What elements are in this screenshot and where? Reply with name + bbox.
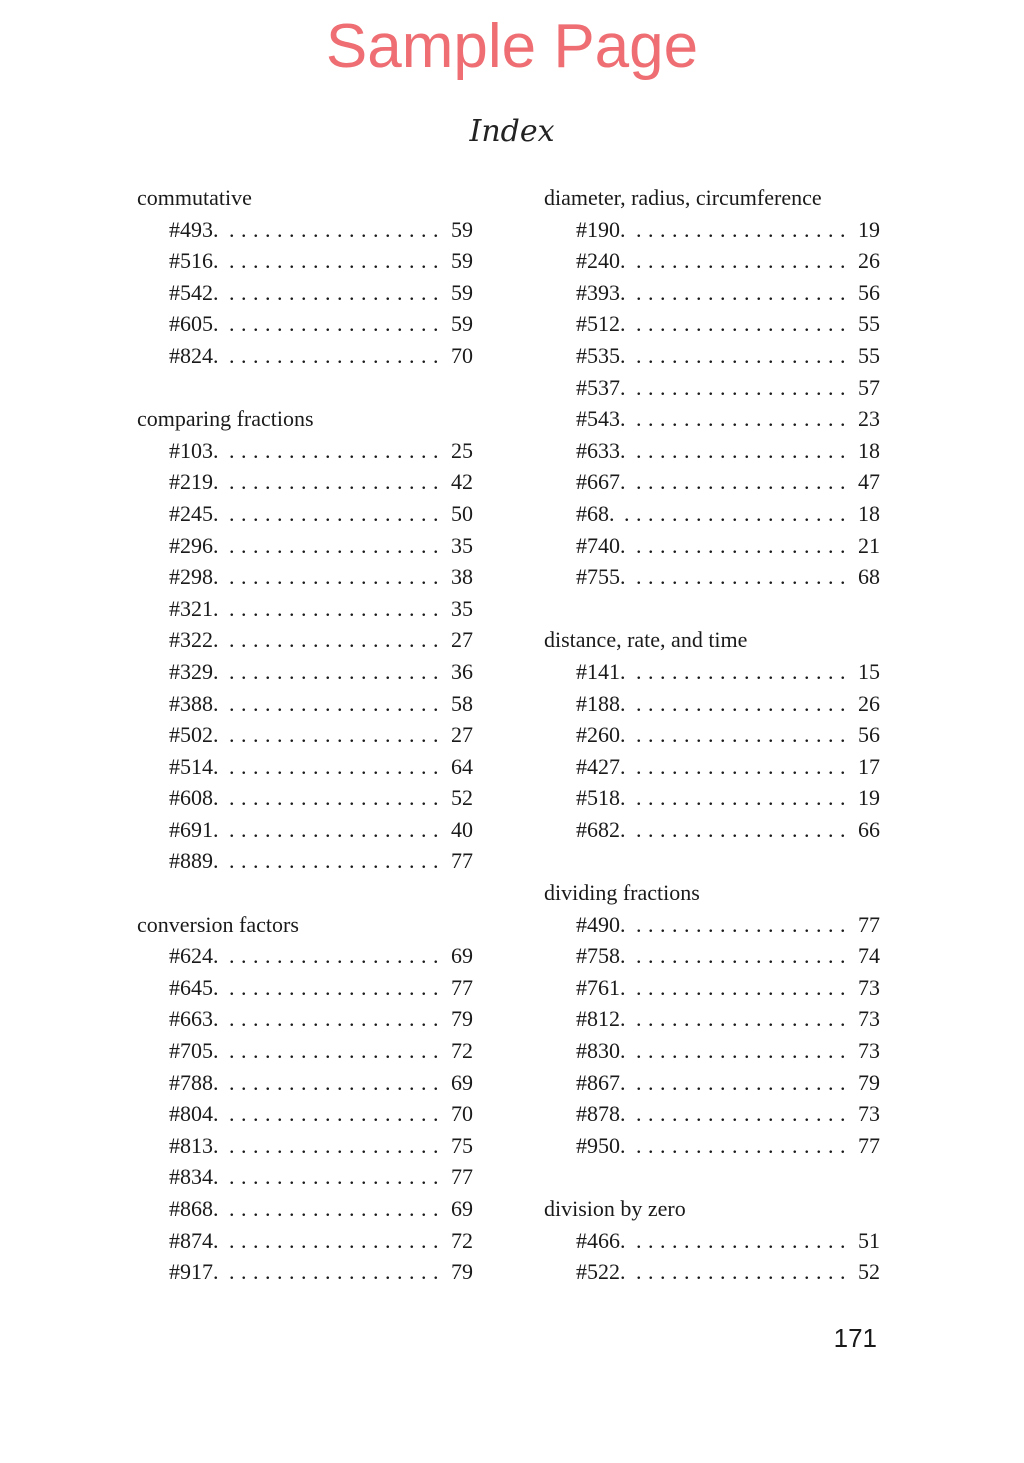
dot-leader bbox=[225, 466, 440, 498]
index-entry bbox=[544, 561, 880, 593]
index-entry bbox=[544, 814, 880, 846]
dot-leader bbox=[225, 561, 440, 593]
index-entry bbox=[544, 245, 880, 277]
entry-reference: #867. bbox=[576, 1069, 626, 1095]
entry-reference: #535. bbox=[576, 342, 626, 368]
dot-leader bbox=[225, 498, 440, 530]
index-entry bbox=[137, 245, 473, 277]
index-heading: distance, rate, and time bbox=[544, 627, 748, 653]
entry-reference: #813. bbox=[169, 1132, 219, 1158]
entry-reference: #188. bbox=[576, 690, 626, 716]
entry-reference: #755. bbox=[576, 564, 626, 590]
entry-page-number: 73 bbox=[858, 1101, 880, 1127]
dot-leader bbox=[632, 688, 847, 720]
index-section bbox=[544, 182, 880, 593]
entry-reference: #514. bbox=[169, 753, 219, 779]
dot-leader bbox=[225, 972, 440, 1004]
entry-page-number: 15 bbox=[858, 658, 880, 684]
entry-page-number: 69 bbox=[451, 943, 473, 969]
entry-reference: #917. bbox=[169, 1259, 219, 1285]
entry-page-number: 23 bbox=[858, 406, 880, 432]
index-entry bbox=[544, 656, 880, 688]
dot-leader bbox=[632, 435, 847, 467]
index-entry bbox=[137, 466, 473, 498]
entry-reference: #758. bbox=[576, 943, 626, 969]
index-entry bbox=[544, 214, 880, 246]
entry-page-number: 77 bbox=[858, 911, 880, 937]
entry-page-number: 79 bbox=[451, 1259, 473, 1285]
entry-page-number: 69 bbox=[451, 1196, 473, 1221]
entry-page-number: 75 bbox=[451, 1132, 473, 1158]
index-entry bbox=[137, 845, 473, 877]
index-heading: comparing fractions bbox=[137, 406, 314, 432]
index-heading: diameter, radius, circumference bbox=[544, 185, 822, 210]
entry-page-number: 59 bbox=[451, 311, 473, 337]
entry-reference: #260. bbox=[576, 722, 626, 748]
index-entry bbox=[544, 751, 880, 783]
entry-reference: #830. bbox=[576, 1038, 626, 1064]
dot-leader bbox=[225, 593, 440, 625]
index-entry bbox=[137, 1067, 473, 1099]
index-entry bbox=[137, 1161, 473, 1193]
dot-leader bbox=[225, 656, 440, 688]
index-heading: conversion factors bbox=[137, 911, 299, 937]
dot-leader bbox=[632, 782, 847, 814]
index-entry bbox=[544, 719, 880, 751]
dot-leader bbox=[632, 466, 847, 498]
dot-leader bbox=[632, 214, 847, 246]
entry-reference: #296. bbox=[169, 532, 219, 558]
index-entry bbox=[544, 1098, 880, 1130]
index-entry bbox=[137, 814, 473, 846]
dot-leader bbox=[632, 530, 847, 562]
index-entry bbox=[544, 782, 880, 814]
entry-reference: #889. bbox=[169, 848, 219, 874]
dot-leader bbox=[632, 656, 847, 688]
index-entry bbox=[544, 466, 880, 498]
index-entry bbox=[137, 688, 473, 720]
entry-page-number: 51 bbox=[858, 1227, 880, 1253]
entry-page-number: 59 bbox=[451, 279, 473, 305]
index-entry bbox=[544, 530, 880, 562]
entry-reference: #103. bbox=[169, 437, 219, 463]
dot-leader bbox=[225, 214, 440, 246]
dot-leader bbox=[632, 277, 847, 309]
entry-page-number: 26 bbox=[858, 690, 880, 716]
entry-reference: #190. bbox=[576, 216, 626, 242]
dot-leader bbox=[632, 1256, 847, 1288]
dot-leader bbox=[632, 308, 847, 340]
entry-page-number: 73 bbox=[858, 974, 880, 1000]
entry-page-number: 79 bbox=[451, 1006, 473, 1032]
entry-page-number: 77 bbox=[451, 974, 473, 1000]
index-entry bbox=[137, 1225, 473, 1257]
entry-page-number: 68 bbox=[858, 564, 880, 590]
entry-page-number: 73 bbox=[858, 1006, 880, 1032]
entry-page-number: 56 bbox=[858, 279, 880, 305]
entry-page-number: 19 bbox=[858, 785, 880, 811]
dot-leader bbox=[632, 1130, 847, 1162]
index-entry bbox=[544, 972, 880, 1004]
dot-leader bbox=[632, 1003, 847, 1035]
index-heading: division by zero bbox=[544, 1196, 686, 1221]
index-section bbox=[544, 877, 880, 1161]
entry-reference: #321. bbox=[169, 595, 219, 621]
dot-leader bbox=[632, 1035, 847, 1067]
entry-reference: #868. bbox=[169, 1196, 219, 1221]
index-entry bbox=[137, 1193, 473, 1225]
dot-leader bbox=[225, 688, 440, 720]
dot-leader bbox=[632, 245, 847, 277]
entry-page-number: 74 bbox=[858, 943, 880, 969]
entry-reference: #663. bbox=[169, 1006, 219, 1032]
entry-reference: #298. bbox=[169, 564, 219, 590]
entry-reference: #490. bbox=[576, 911, 626, 937]
entry-reference: #874. bbox=[169, 1227, 219, 1253]
entry-reference: #691. bbox=[169, 816, 219, 842]
entry-reference: #537. bbox=[576, 374, 626, 400]
entry-reference: #516. bbox=[169, 248, 219, 274]
index-entry bbox=[544, 940, 880, 972]
entry-reference: #542. bbox=[169, 279, 219, 305]
entry-page-number: 26 bbox=[858, 248, 880, 274]
dot-leader bbox=[225, 845, 440, 877]
entry-reference: #740. bbox=[576, 532, 626, 558]
entry-page-number: 59 bbox=[451, 248, 473, 274]
dot-leader bbox=[225, 1130, 440, 1162]
index-column-right bbox=[544, 182, 880, 1319]
entry-reference: #633. bbox=[576, 437, 626, 463]
index-entry bbox=[137, 940, 473, 972]
entry-reference: #141. bbox=[576, 658, 626, 684]
entry-page-number: 36 bbox=[451, 658, 473, 684]
entry-reference: #950. bbox=[576, 1132, 626, 1158]
entry-page-number: 21 bbox=[858, 532, 880, 558]
index-section bbox=[544, 624, 880, 845]
index-entry bbox=[544, 403, 880, 435]
dot-leader bbox=[225, 940, 440, 972]
dot-leader bbox=[632, 909, 847, 941]
index-section bbox=[137, 403, 473, 877]
entry-reference: #240. bbox=[576, 248, 626, 274]
dot-leader bbox=[632, 372, 847, 404]
dot-leader bbox=[225, 751, 440, 783]
index-entry bbox=[544, 277, 880, 309]
index-section bbox=[137, 909, 473, 1288]
entry-page-number: 77 bbox=[858, 1132, 880, 1158]
dot-leader bbox=[225, 1035, 440, 1067]
index-entry bbox=[544, 1130, 880, 1162]
dot-leader bbox=[632, 1098, 847, 1130]
entry-page-number: 35 bbox=[451, 595, 473, 621]
index-title: Index bbox=[469, 114, 555, 149]
dot-leader bbox=[225, 308, 440, 340]
entry-page-number: 47 bbox=[858, 469, 880, 495]
index-entry bbox=[137, 1256, 473, 1288]
index-entry bbox=[137, 1003, 473, 1035]
index-heading: dividing fractions bbox=[544, 880, 700, 906]
dot-leader bbox=[225, 1161, 440, 1193]
index-column-left bbox=[137, 182, 473, 1319]
entry-reference: #705. bbox=[169, 1038, 219, 1064]
entry-page-number: 72 bbox=[451, 1038, 473, 1064]
entry-page-number: 66 bbox=[858, 816, 880, 842]
entry-page-number: 38 bbox=[451, 564, 473, 590]
index-entry bbox=[137, 561, 473, 593]
entry-reference: #518. bbox=[576, 785, 626, 811]
entry-page-number: 56 bbox=[858, 722, 880, 748]
index-entry bbox=[137, 435, 473, 467]
index-entry bbox=[544, 498, 880, 530]
index-entry bbox=[137, 1035, 473, 1067]
entry-page-number: 58 bbox=[451, 690, 473, 716]
index-entry bbox=[544, 1256, 880, 1288]
index-entry bbox=[544, 308, 880, 340]
entry-reference: #667. bbox=[576, 469, 626, 495]
entry-reference: #543. bbox=[576, 406, 626, 432]
entry-reference: #388. bbox=[169, 690, 219, 716]
index-entry bbox=[544, 340, 880, 372]
dot-leader bbox=[632, 814, 847, 846]
entry-page-number: 19 bbox=[858, 216, 880, 242]
entry-reference: #219. bbox=[169, 469, 219, 495]
entry-page-number: 77 bbox=[451, 1164, 473, 1190]
entry-reference: #502. bbox=[169, 722, 219, 748]
dot-leader bbox=[632, 340, 847, 372]
dot-leader bbox=[632, 561, 847, 593]
entry-reference: #245. bbox=[169, 500, 219, 526]
dot-leader bbox=[225, 1067, 440, 1099]
dot-leader bbox=[225, 1193, 440, 1225]
entry-page-number: 27 bbox=[451, 722, 473, 748]
dot-leader bbox=[632, 972, 847, 1004]
entry-page-number: 18 bbox=[858, 437, 880, 463]
entry-reference: #812. bbox=[576, 1006, 626, 1032]
dot-leader bbox=[225, 530, 440, 562]
sample-page-watermark: Sample Page bbox=[325, 12, 699, 81]
entry-page-number: 55 bbox=[858, 342, 880, 368]
entry-page-number: 17 bbox=[858, 753, 880, 779]
entry-page-number: 73 bbox=[858, 1038, 880, 1064]
entry-page-number: 55 bbox=[858, 311, 880, 337]
page-number: 171 bbox=[833, 1323, 877, 1353]
entry-page-number: 50 bbox=[451, 500, 473, 526]
index-entry bbox=[544, 909, 880, 941]
index-entry bbox=[137, 530, 473, 562]
dot-leader bbox=[225, 435, 440, 467]
dot-leader bbox=[632, 940, 847, 972]
entry-page-number: 59 bbox=[451, 216, 473, 242]
entry-page-number: 27 bbox=[451, 627, 473, 653]
entry-reference: #522. bbox=[576, 1259, 626, 1285]
entry-reference: #834. bbox=[169, 1164, 219, 1190]
index-entry bbox=[137, 656, 473, 688]
entry-reference: #68. bbox=[576, 500, 615, 526]
dot-leader bbox=[225, 1256, 440, 1288]
dot-leader bbox=[225, 814, 440, 846]
entry-page-number: 70 bbox=[451, 342, 473, 368]
index-entry bbox=[544, 688, 880, 720]
entry-reference: #624. bbox=[169, 943, 219, 969]
entry-page-number: 79 bbox=[858, 1069, 880, 1095]
entry-page-number: 40 bbox=[451, 816, 473, 842]
index-entry bbox=[544, 1003, 880, 1035]
index-entry bbox=[544, 435, 880, 467]
entry-page-number: 57 bbox=[858, 374, 880, 400]
index-entry bbox=[137, 782, 473, 814]
dot-leader bbox=[632, 751, 847, 783]
entry-page-number: 42 bbox=[451, 469, 473, 495]
index-entry bbox=[137, 214, 473, 246]
dot-leader bbox=[225, 1098, 440, 1130]
index-heading: commutative bbox=[137, 185, 252, 210]
entry-page-number: 70 bbox=[451, 1101, 473, 1127]
entry-reference: #322. bbox=[169, 627, 219, 653]
dot-leader bbox=[632, 1067, 847, 1099]
entry-page-number: 52 bbox=[451, 785, 473, 811]
index-entry bbox=[137, 972, 473, 1004]
dot-leader bbox=[225, 245, 440, 277]
entry-reference: #645. bbox=[169, 974, 219, 1000]
entry-reference: #878. bbox=[576, 1101, 626, 1127]
entry-reference: #427. bbox=[576, 753, 626, 779]
dot-leader bbox=[225, 1003, 440, 1035]
entry-page-number: 69 bbox=[451, 1069, 473, 1095]
index-section bbox=[544, 1193, 880, 1288]
index-section bbox=[137, 182, 473, 372]
entry-reference: #682. bbox=[576, 816, 626, 842]
index-entry bbox=[137, 624, 473, 656]
entry-reference: #788. bbox=[169, 1069, 219, 1095]
index-entry bbox=[137, 277, 473, 309]
entry-page-number: 35 bbox=[451, 532, 473, 558]
entry-page-number: 52 bbox=[858, 1259, 880, 1285]
dot-leader bbox=[632, 1225, 847, 1257]
index-entry bbox=[544, 1225, 880, 1257]
index-entry bbox=[137, 340, 473, 372]
entry-page-number: 77 bbox=[451, 848, 473, 874]
entry-reference: #608. bbox=[169, 785, 219, 811]
entry-page-number: 18 bbox=[858, 500, 880, 526]
dot-leader bbox=[632, 403, 847, 435]
entry-reference: #466. bbox=[576, 1227, 626, 1253]
index-entry bbox=[544, 372, 880, 404]
dot-leader bbox=[225, 1225, 440, 1257]
entry-reference: #512. bbox=[576, 311, 626, 337]
index-entry bbox=[137, 1098, 473, 1130]
entry-reference: #804. bbox=[169, 1101, 219, 1127]
index-entry bbox=[137, 308, 473, 340]
dot-leader bbox=[225, 340, 440, 372]
index-entry bbox=[544, 1067, 880, 1099]
entry-reference: #493. bbox=[169, 216, 219, 242]
index-entry bbox=[137, 1130, 473, 1162]
dot-leader bbox=[621, 498, 847, 530]
index-entry bbox=[137, 498, 473, 530]
entry-reference: #329. bbox=[169, 658, 219, 684]
entry-reference: #393. bbox=[576, 279, 626, 305]
dot-leader bbox=[632, 719, 847, 751]
entry-page-number: 64 bbox=[451, 753, 473, 779]
dot-leader bbox=[225, 719, 440, 751]
index-entry bbox=[544, 1035, 880, 1067]
index-entry bbox=[137, 719, 473, 751]
entry-reference: #605. bbox=[169, 311, 219, 337]
entry-reference: #824. bbox=[169, 342, 219, 368]
dot-leader bbox=[225, 277, 440, 309]
entry-page-number: 25 bbox=[451, 437, 473, 463]
dot-leader bbox=[225, 782, 440, 814]
index-entry bbox=[137, 593, 473, 625]
index-entry bbox=[137, 751, 473, 783]
dot-leader bbox=[225, 624, 440, 656]
entry-reference: #761. bbox=[576, 974, 626, 1000]
entry-page-number: 72 bbox=[451, 1227, 473, 1253]
